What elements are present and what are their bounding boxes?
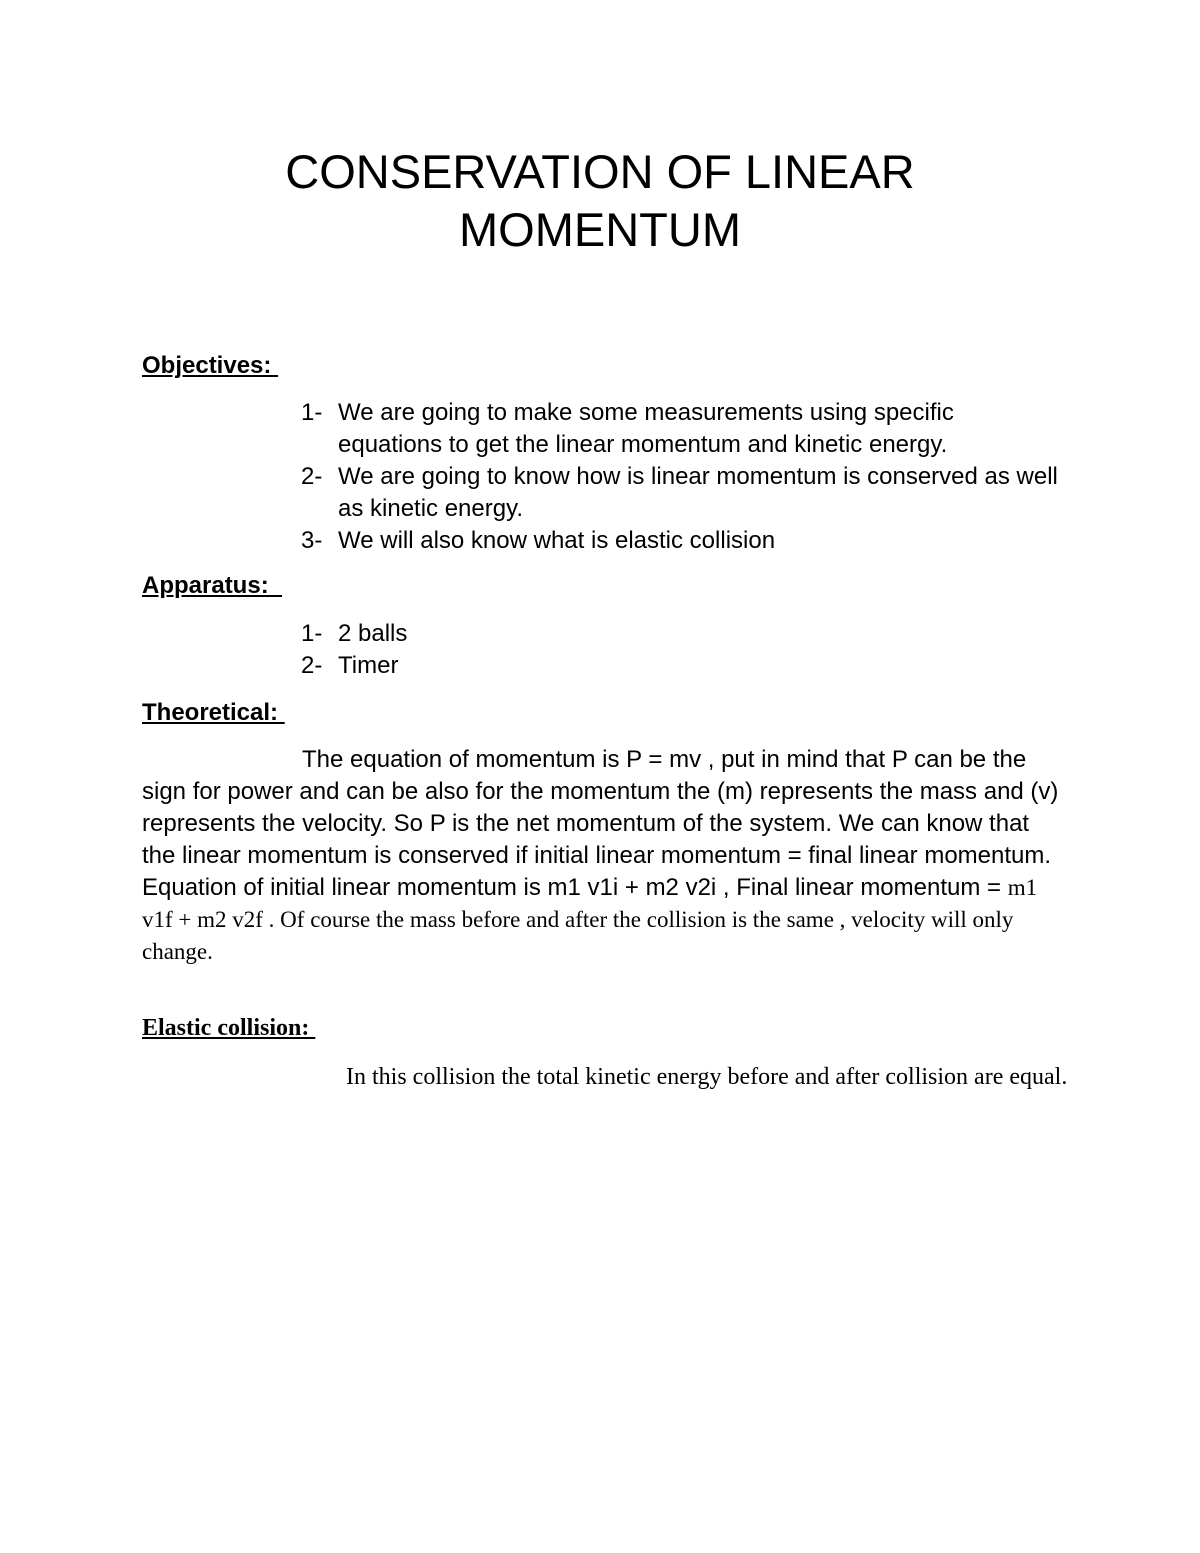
title-line-2: MOMENTUM (459, 203, 741, 256)
objectives-heading: Objectives: (142, 352, 279, 379)
list-item (301, 525, 1061, 557)
theoretical-text-serif: m1 v1f + m2 v2f . Of course the mass before and after the collision is the same , velocity will only change. (142, 875, 1038, 964)
list-text: We will also know what is elastic collision (338, 527, 776, 554)
elastic-heading: Elastic collision: (142, 1015, 316, 1041)
list-item (301, 461, 1061, 525)
apparatus-heading: Apparatus: (142, 572, 283, 599)
list-text: We are going to make some measurements using specific equations to get the linear momentum and kinetic energy. (338, 399, 954, 458)
list-item (301, 650, 901, 682)
list-number: 2- (301, 652, 323, 679)
theoretical-text: The equation of momentum is P = mv , put in mind that P can be the sign for power and can be also for the momentum the (m) represents the mass and (v) represents the velocity. So P is the net momentum of the system. We can know that the linear momentum is conserved if initial linear momentum = final linear momentum. Equation of initial linear momentum is m1 v1i + m2 v2i , Final linear momentum = (142, 746, 1059, 901)
title-line-1: CONSERVATION OF LINEAR (285, 145, 915, 198)
document-title (140, 143, 1060, 259)
list-text: 2 balls (338, 620, 408, 647)
list-number: 3- (301, 527, 323, 554)
apparatus-list (301, 618, 901, 682)
objectives-list (301, 397, 1061, 557)
theoretical-heading: Theoretical: (142, 699, 285, 726)
list-number: 1- (301, 620, 323, 647)
list-text: We are going to know how is linear momentum is conserved as well as kinetic energy. (338, 463, 1058, 522)
list-text: Timer (338, 652, 399, 679)
list-number: 1- (301, 399, 323, 426)
list-item (301, 618, 901, 650)
theoretical-paragraph (142, 744, 1062, 968)
list-number: 2- (301, 463, 323, 490)
list-item (301, 397, 1061, 461)
elastic-paragraph: In this collision the total kinetic energy before and after collision are equal. (346, 1064, 1068, 1090)
